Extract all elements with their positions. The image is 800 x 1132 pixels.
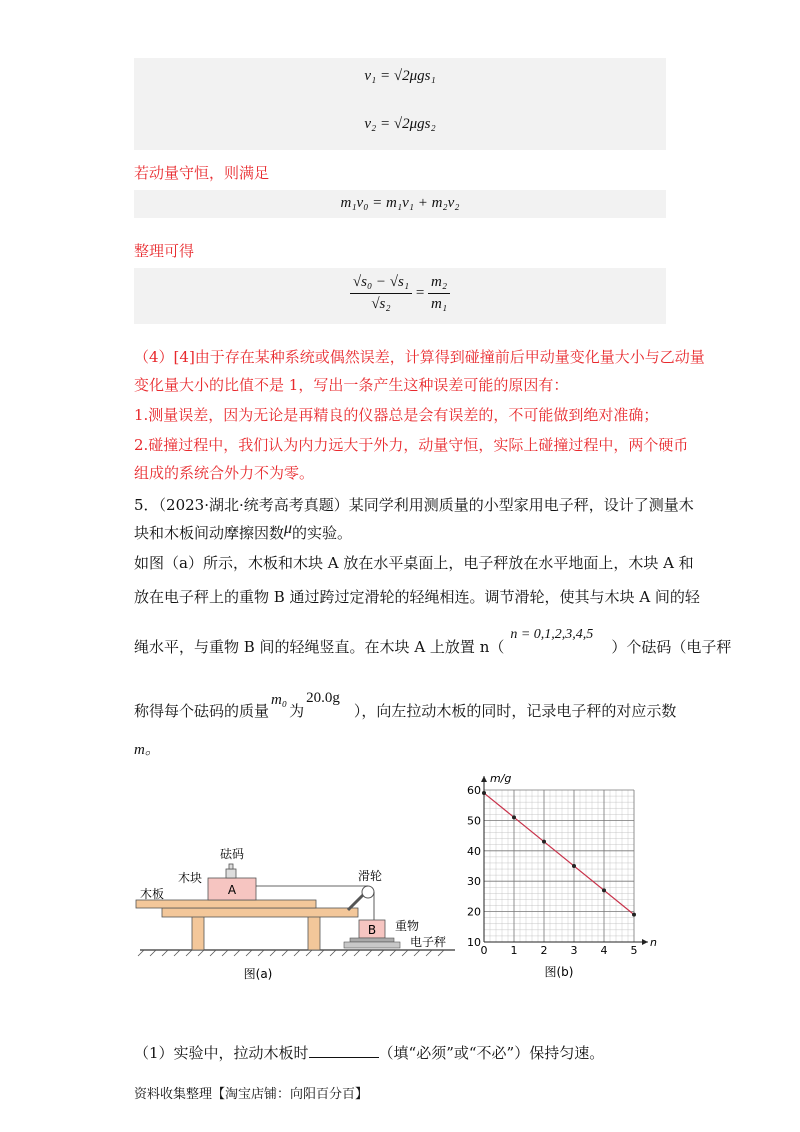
ratio-rhs-den: m₁ xyxy=(431,296,448,312)
data-point xyxy=(482,791,486,795)
reason-2-line1: 2.碰撞过程中，我们认为内力远大于外力，动量守恒，实际上碰撞过程中，两个硬币 xyxy=(134,436,689,454)
ratio-lhs xyxy=(350,274,412,313)
footer-note: 资料收集整理【淘宝店铺：向阳百分百】 xyxy=(134,1087,369,1102)
chart-ylabel: m/g xyxy=(490,772,512,785)
chart-grid-minor xyxy=(484,790,634,942)
ground-hatch xyxy=(138,950,444,956)
label-scale: 电子秤 xyxy=(409,935,447,949)
question-part1: （1）实验中，拉动木板时 （填“必须”或“不必”）保持匀速。 xyxy=(134,1044,605,1062)
chart-xlabel: n xyxy=(650,936,657,949)
part4-line1: （4）[4]由于存在某种系统或偶然误差，计算得到碰撞前后甲动量变化量大小与乙动量 xyxy=(134,348,705,366)
y-tick-label: 40 xyxy=(467,844,481,858)
label-weights: 砝码 xyxy=(219,847,245,861)
ratio-lhs-den: √s₂ xyxy=(371,296,391,312)
table-top xyxy=(162,908,358,917)
x-tick-label: 2 xyxy=(540,944,548,957)
answer-blank[interactable] xyxy=(309,1043,379,1058)
chart-series xyxy=(482,791,636,917)
equation-box-ratio xyxy=(134,268,666,324)
question5-line2: 块和木板间动摩擦因数μ的实验。 xyxy=(134,520,353,542)
y-tick-label: 20 xyxy=(467,905,481,919)
chart-grid-major xyxy=(484,790,634,942)
equation-box-velocities xyxy=(134,58,666,150)
fit-line xyxy=(484,793,634,915)
mu-symbol: μ xyxy=(284,520,293,537)
question5-line3: 如图（a）所示，木板和木块 A 放在水平桌面上，电子秤放在水平地面上，木块 A 和 xyxy=(134,554,694,572)
block-a-label: A xyxy=(227,883,237,897)
label-heavy: 重物 xyxy=(394,919,420,933)
y-tick-label: 30 xyxy=(467,875,481,889)
x-tick-label: 3 xyxy=(570,944,578,957)
equation-ratio: $\frac{\text{√s₀ − √s₁}}{\text{√s₂}}$ = $\frac{\text{m₂}}{\text{m₁}}$ xyxy=(134,274,666,313)
rearrange-label: 整理可得 xyxy=(134,242,195,260)
weight-b-label: B xyxy=(367,923,377,937)
scale-body xyxy=(344,942,400,948)
data-point xyxy=(632,913,636,917)
momentum-intro: 若动量守恒，则满足 xyxy=(134,164,270,182)
x-tick-label: 1 xyxy=(510,944,518,957)
reason-2-line2: 组成的系统合外力不为零。 xyxy=(134,464,315,482)
pulley xyxy=(362,886,374,898)
ratio-rhs-num: m₂ xyxy=(428,274,450,294)
y-tick-label: 60 xyxy=(467,784,481,797)
data-point xyxy=(602,888,606,892)
n-values: n = 0,1,2,3,4,5 xyxy=(510,627,594,642)
data-point xyxy=(542,840,546,844)
scale-plate xyxy=(350,938,394,942)
x-axis-arrow xyxy=(642,939,648,945)
equation-momentum: m₁v₀ = m₁v₁ + m₂v₂ xyxy=(340,195,460,211)
weight-top xyxy=(229,864,233,869)
y-tick-label: 10 xyxy=(467,936,481,949)
ratio-rhs xyxy=(428,274,450,313)
data-point xyxy=(572,864,576,868)
board xyxy=(136,900,316,908)
x-tick-label: 0 xyxy=(480,944,488,957)
label-pulley: 滑轮 xyxy=(357,869,383,883)
table-leg-left xyxy=(192,916,204,950)
chart-tick-labels xyxy=(467,784,638,957)
part4-line2: 变化量大小的比值不是 1，写出一条产生这种误差可能的原因有： xyxy=(134,376,569,394)
m0-symbol: m₀ xyxy=(271,692,288,708)
label-block: 木块 xyxy=(177,871,203,885)
x-tick-label: 5 xyxy=(630,944,638,957)
equation-v1: v₁ = √2μgs₁ xyxy=(364,68,436,84)
weight-base xyxy=(226,869,236,878)
question5-line5: 绳水平，与重物 B 间的轻绳竖直。在木块 A 上放置 n（n = 0,1,2,3,4,5）个砝码（电子秤 xyxy=(134,627,732,656)
m0-value: 20.0g xyxy=(306,690,340,706)
question5-line1: 5．（2023·湖北·统考高考真题）某同学利用测质量的小型家用电子秤，设计了测量木 xyxy=(134,496,694,514)
reason-1: 1.测量误差，因为无论是再精良的仪器总是会有误差的，不可能做到绝对准确； xyxy=(134,406,659,424)
question5-line4: 放在电子秤上的重物 B 通过跨过定滑轮的轻绳相连。调节滑轮，使其与木块 A 间的轻 xyxy=(134,588,700,606)
figure-a-apparatus xyxy=(130,838,460,988)
data-point xyxy=(512,815,516,819)
equation-box-momentum xyxy=(134,190,666,218)
figure-b-chart xyxy=(460,768,670,988)
figure-b-caption: 图(b) xyxy=(544,965,574,979)
figure-a-caption: 图(a) xyxy=(243,967,273,981)
chart-axes xyxy=(481,776,648,945)
question5-line7: m。 xyxy=(134,742,160,758)
x-tick-label: 4 xyxy=(600,944,608,957)
label-board: 木板 xyxy=(139,887,165,901)
ratio-lhs-num: √s₀ − √s₁ xyxy=(350,274,412,294)
equation-v2: v₂ = √2μgs₂ xyxy=(364,116,436,132)
question5-line6: 称得每个砝码的质量m₀为20.0g），向左拉动木板的同时，记录电子秤的对应示数 xyxy=(134,690,677,720)
y-tick-label: 50 xyxy=(467,814,481,828)
table-leg-right xyxy=(308,916,320,950)
y-axis-arrow xyxy=(481,776,487,782)
